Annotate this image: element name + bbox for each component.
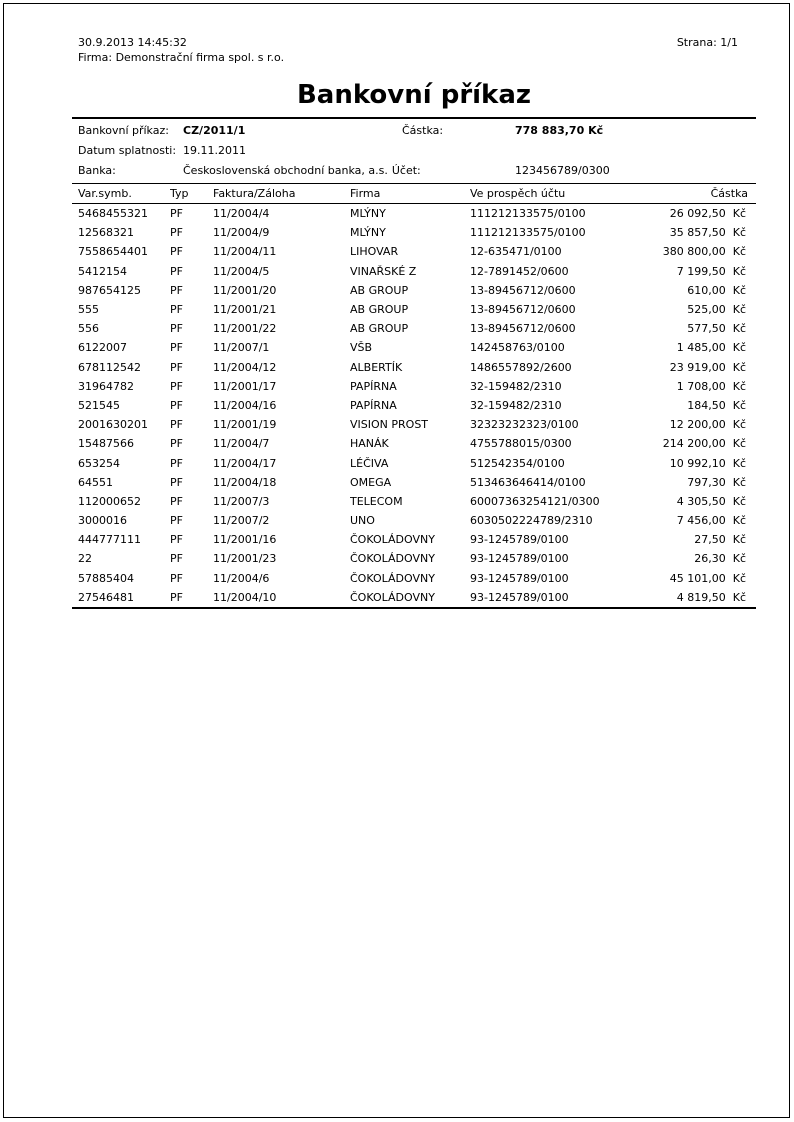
cell-castka: 184,50 Kč [687, 398, 746, 412]
cell-typ: PF [170, 322, 183, 336]
cell-firma: PAPÍRNA [350, 398, 397, 412]
col-faktura: Faktura/Záloha [213, 184, 350, 204]
table-row [72, 281, 756, 300]
currency-suffix: Kč [732, 303, 746, 317]
cell-ucet: 1486557892/2600 [470, 360, 572, 374]
currency-suffix: Kč [732, 322, 746, 336]
cell-ucet: 93-1245789/0100 [470, 552, 569, 566]
table-row [72, 549, 756, 568]
cell-typ: PF [170, 418, 183, 432]
cell-faktura: 11/2007/3 [213, 494, 270, 508]
order-value: CZ/2011/1 [183, 124, 246, 137]
cell-faktura: 11/2001/16 [213, 533, 277, 547]
cell-firma: ČOKOLÁDOVNY [350, 590, 435, 604]
company-line: Firma: Demonstrační firma spol. s r.o. [78, 51, 285, 64]
report-title: Bankovní příkaz [296, 80, 532, 110]
cell-firma: VISION PROST [350, 418, 429, 432]
account-value: 123456789/0300 [515, 164, 610, 177]
cell-faktura: 11/2007/1 [213, 341, 270, 355]
cell-castka: 610,00 Kč [687, 283, 746, 297]
cell-ucet: 513463646414/0100 [470, 475, 586, 489]
cell-var-symb: 2001630201 [78, 418, 148, 432]
cell-var-symb: 12568321 [78, 226, 134, 240]
cell-var-symb: 22 [78, 552, 92, 566]
cell-typ: PF [170, 494, 183, 508]
cell-firma: ČOKOLÁDOVNY [350, 571, 435, 585]
cell-var-symb: 555 [78, 303, 99, 317]
cell-typ: PF [170, 379, 183, 393]
table-row [72, 453, 756, 472]
cell-faktura: 11/2004/7 [213, 437, 270, 451]
cell-typ: PF [170, 283, 183, 297]
cell-firma: ČOKOLÁDOVNY [350, 552, 435, 566]
cell-var-symb: 556 [78, 322, 99, 336]
currency-suffix: Kč [732, 552, 746, 566]
currency-suffix: Kč [732, 494, 746, 508]
cell-var-symb: 15487566 [78, 437, 134, 451]
cell-firma: AB GROUP [350, 322, 409, 336]
cell-var-symb: 27546481 [78, 590, 134, 604]
cell-faktura: 11/2001/17 [213, 379, 277, 393]
cell-faktura: 11/2004/17 [213, 456, 277, 470]
cell-typ: PF [170, 437, 183, 451]
cell-firma: LÉČIVA [350, 456, 389, 470]
cell-faktura: 11/2004/4 [213, 207, 270, 221]
cell-ucet: 93-1245789/0100 [470, 533, 569, 547]
cell-var-symb: 6122007 [78, 341, 127, 355]
cell-ucet: 32-159482/2310 [470, 379, 562, 393]
cell-ucet: 13-89456712/0600 [470, 303, 576, 317]
currency-suffix: Kč [732, 514, 746, 528]
cell-ucet: 142458763/0100 [470, 341, 565, 355]
currency-suffix: Kč [732, 590, 746, 604]
table-row [72, 300, 756, 319]
currency-suffix: Kč [732, 226, 746, 240]
bank-label: Banka: [78, 164, 116, 177]
cell-ucet: 111212133575/0100 [470, 226, 586, 240]
currency-suffix: Kč [732, 207, 746, 221]
due-date-label: Datum splatnosti: [78, 144, 177, 157]
cell-faktura: 11/2004/5 [213, 264, 270, 278]
amount-value: 778 883,70 Kč [515, 124, 604, 137]
cell-typ: PF [170, 226, 183, 240]
cell-firma: VŠB [350, 341, 373, 355]
cell-typ: PF [170, 264, 183, 278]
cell-firma: LIHOVAR [350, 245, 399, 259]
cell-ucet: 60007363254121/0300 [470, 494, 600, 508]
table-row [72, 473, 756, 492]
cell-firma: OMEGA [350, 475, 392, 489]
payments-table [72, 183, 756, 609]
cell-faktura: 11/2001/20 [213, 283, 277, 297]
cell-castka: 214 200,00 Kč [662, 437, 746, 451]
currency-suffix: Kč [732, 475, 746, 489]
cell-firma: ALBERTÍK [350, 360, 403, 374]
cell-castka: 797,30 Kč [687, 475, 746, 489]
due-date-value: 19.11.2011 [183, 144, 246, 157]
col-typ: Typ [170, 184, 213, 204]
cell-faktura: 11/2001/19 [213, 418, 277, 432]
currency-suffix: Kč [732, 283, 746, 297]
cell-typ: PF [170, 533, 183, 547]
cell-firma: ČOKOLÁDOVNY [350, 533, 435, 547]
currency-suffix: Kč [732, 360, 746, 374]
page-number: Strana: 1/1 [676, 36, 738, 49]
cell-var-symb: 653254 [78, 456, 120, 470]
cell-castka: 10 992,10 Kč [669, 456, 746, 470]
table-body [72, 204, 756, 608]
currency-suffix: Kč [732, 379, 746, 393]
table-row [72, 530, 756, 549]
cell-castka: 23 919,00 Kč [669, 360, 746, 374]
cell-castka: 1 708,00 Kč [676, 379, 746, 393]
cell-firma: AB GROUP [350, 283, 409, 297]
col-castka: Částka [645, 184, 756, 204]
table-header-row [72, 184, 756, 204]
cell-ucet: 93-1245789/0100 [470, 571, 569, 585]
cell-firma: VINAŘSKÉ Z [350, 264, 417, 278]
cell-ucet: 93-1245789/0100 [470, 590, 569, 604]
col-ucet: Ve prospěch účtu [470, 184, 645, 204]
cell-typ: PF [170, 552, 183, 566]
cell-faktura: 11/2004/9 [213, 226, 270, 240]
cell-faktura: 11/2004/6 [213, 571, 270, 585]
page-content [72, 0, 756, 609]
report-header [72, 35, 756, 65]
cell-faktura: 11/2001/22 [213, 322, 277, 336]
table-row [72, 434, 756, 453]
cell-castka: 12 200,00 Kč [669, 418, 746, 432]
cell-firma: TELECOM [350, 494, 403, 508]
summary-block [72, 119, 756, 183]
cell-var-symb: 57885404 [78, 571, 134, 585]
cell-typ: PF [170, 398, 183, 412]
table-row [72, 396, 756, 415]
cell-var-symb: 5412154 [78, 264, 127, 278]
cell-var-symb: 7558654401 [78, 245, 148, 259]
cell-castka: 525,00 Kč [687, 303, 746, 317]
cell-castka: 26,30 Kč [694, 552, 746, 566]
cell-typ: PF [170, 207, 183, 221]
currency-suffix: Kč [732, 341, 746, 355]
cell-typ: PF [170, 514, 183, 528]
currency-suffix: Kč [732, 571, 746, 585]
cell-ucet: 12-635471/0100 [470, 245, 562, 259]
table-row [72, 511, 756, 530]
cell-castka: 26 092,50 Kč [669, 207, 746, 221]
currency-suffix: Kč [732, 456, 746, 470]
cell-ucet: 13-89456712/0600 [470, 283, 576, 297]
bank-value: Československá obchodní banka, a.s. [183, 164, 388, 177]
table-header [72, 184, 756, 204]
cell-typ: PF [170, 360, 183, 374]
cell-var-symb: 112000652 [78, 494, 141, 508]
cell-ucet: 4755788015/0300 [470, 437, 572, 451]
col-firma: Firma [350, 184, 470, 204]
cell-typ: PF [170, 456, 183, 470]
cell-castka: 35 857,50 Kč [669, 226, 746, 240]
cell-castka: 7 456,00 Kč [676, 514, 746, 528]
cell-typ: PF [170, 571, 183, 585]
cell-castka: 4 305,50 Kč [676, 494, 746, 508]
report-header-left [72, 35, 284, 65]
cell-firma: UNO [350, 514, 375, 528]
cell-castka: 7 199,50 Kč [676, 264, 746, 278]
table-row [72, 262, 756, 281]
cell-faktura: 11/2001/23 [213, 552, 277, 566]
currency-suffix: Kč [732, 437, 746, 451]
currency-suffix: Kč [732, 245, 746, 259]
cell-ucet: 512542354/0100 [470, 456, 565, 470]
order-label: Bankovní příkaz: [78, 124, 169, 137]
currency-suffix: Kč [732, 418, 746, 432]
print-datetime: 30.9.2013 14:45:32 [78, 36, 187, 49]
cell-faktura: 11/2004/11 [213, 245, 277, 259]
currency-suffix: Kč [732, 398, 746, 412]
cell-faktura: 11/2004/12 [213, 360, 277, 374]
cell-ucet: 13-89456712/0600 [470, 322, 576, 336]
cell-ucet: 32323232323/0100 [470, 418, 579, 432]
cell-var-symb: 3000016 [78, 514, 127, 528]
cell-typ: PF [170, 245, 183, 259]
table-row [72, 204, 756, 224]
cell-faktura: 11/2007/2 [213, 514, 270, 528]
cell-castka: 27,50 Kč [694, 533, 746, 547]
cell-var-symb: 64551 [78, 475, 113, 489]
cell-var-symb: 987654125 [78, 283, 141, 297]
cell-firma: HANÁK [350, 437, 389, 451]
cell-typ: PF [170, 341, 183, 355]
cell-typ: PF [170, 303, 183, 317]
cell-var-symb: 521545 [78, 398, 120, 412]
cell-firma: MLÝNY [350, 207, 386, 221]
table-row [72, 319, 756, 338]
col-var-symb: Var.symb. [72, 184, 170, 204]
table-row [72, 242, 756, 261]
cell-faktura: 11/2004/10 [213, 590, 277, 604]
cell-var-symb: 5468455321 [78, 207, 148, 221]
cell-var-symb: 444777111 [78, 533, 141, 547]
cell-firma: AB GROUP [350, 303, 409, 317]
cell-castka: 1 485,00 Kč [676, 341, 746, 355]
account-label: Účet: [391, 164, 421, 177]
cell-var-symb: 678112542 [78, 360, 141, 374]
cell-ucet: 6030502224789/2310 [470, 514, 593, 528]
cell-typ: PF [170, 475, 183, 489]
currency-suffix: Kč [732, 533, 746, 547]
table-row [72, 377, 756, 396]
table-row [72, 492, 756, 511]
table-row [72, 415, 756, 434]
cell-castka: 45 101,00 Kč [669, 571, 746, 585]
cell-var-symb: 31964782 [78, 379, 134, 393]
table-row [72, 588, 756, 608]
table-row [72, 569, 756, 588]
cell-castka: 577,50 Kč [687, 322, 746, 336]
cell-castka: 380 800,00 Kč [662, 245, 746, 259]
cell-ucet: 12-7891452/0600 [470, 264, 569, 278]
table-row [72, 358, 756, 377]
cell-faktura: 11/2001/21 [213, 303, 277, 317]
cell-firma: MLÝNY [350, 226, 386, 240]
cell-firma: PAPÍRNA [350, 379, 397, 393]
cell-ucet: 111212133575/0100 [470, 207, 586, 221]
cell-typ: PF [170, 590, 183, 604]
table-row [72, 338, 756, 357]
table-row [72, 223, 756, 242]
amount-label: Částka: [402, 124, 444, 137]
currency-suffix: Kč [732, 264, 746, 278]
cell-faktura: 11/2004/16 [213, 398, 277, 412]
cell-faktura: 11/2004/18 [213, 475, 277, 489]
cell-ucet: 32-159482/2310 [470, 398, 562, 412]
cell-castka: 4 819,50 Kč [676, 590, 746, 604]
